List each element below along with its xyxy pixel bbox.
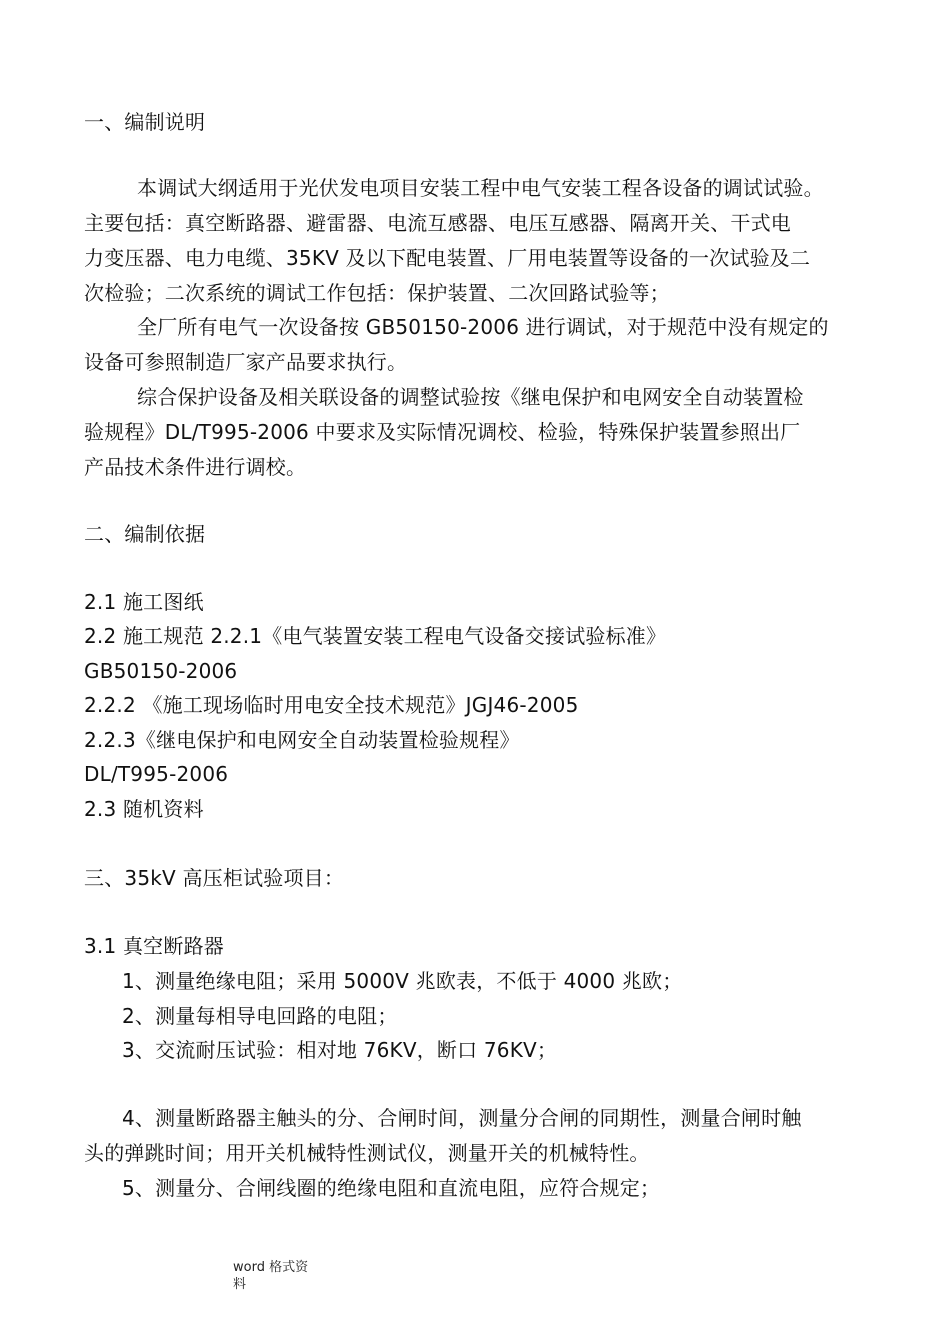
section-3-item: 1、测量绝缘电阻；采用 5000V 兆欧表，不低于 4000 兆欧； — [122, 969, 683, 993]
section-2-item: GB50150-2006 — [84, 659, 238, 683]
section-3-heading: 三、35kV 高压柜试验项目： — [84, 866, 345, 890]
section-2-item: 2.2 施工规范 2.2.1《电气装置安装工程电气设备交接试验标准》 — [84, 624, 667, 648]
section-3-item: 3、交流耐压试验：相对地 76KV，断口 76KV； — [122, 1038, 558, 1062]
section-1-para-1-line-2: 主要包括：真空断路器、避雷器、电流互感器、电压互感器、隔离开关、干式电 — [84, 211, 791, 235]
section-1-para-1-line-4: 次检验；二次系统的调试工作包括：保护装置、二次回路试验等； — [84, 281, 670, 305]
section-1-para-3-line-3: 产品技术条件进行调校。 — [84, 455, 307, 479]
section-2-item: 2.1 施工图纸 — [84, 590, 204, 614]
section-1-heading: 一、编制说明 — [84, 110, 206, 134]
section-2-item: DL/T995-2006 — [84, 762, 229, 786]
section-1-para-2-line-2: 设备可参照制造厂家产品要求执行。 — [84, 350, 408, 374]
section-3-item-5: 5、测量分、合闸线圈的绝缘电阻和直流电阻，应符合规定； — [122, 1176, 661, 1200]
section-2-item: 2.3 随机资料 — [84, 797, 204, 821]
section-2-item: 2.2.3《继电保护和电网安全自动装置检验规程》 — [84, 728, 520, 752]
section-3-item-4-line-1: 4、测量断路器主触头的分、合闸时间，测量分合闸的同期性，测量合闸时触 — [122, 1106, 802, 1130]
section-1-para-2-line-1: 全厂所有电气一次设备按 GB50150-2006 进行调试，对于规范中没有规定的 — [137, 315, 829, 339]
section-3-item-4-line-2: 头的弹跳时间；用开关机械特性测试仪，测量开关的机械特性。 — [84, 1141, 650, 1165]
section-1-para-3-line-1: 综合保护设备及相关联设备的调整试验按《继电保护和电网安全自动装置检 — [137, 385, 804, 409]
section-1-para-3-line-2: 验规程》DL/T995-2006 中要求及实际情况调校、检验，特殊保护装置参照出厂 — [84, 420, 801, 444]
section-2-item: 2.2.2 《施工现场临时用电安全技术规范》JGJ46-2005 — [84, 693, 579, 717]
section-2-heading: 二、编制依据 — [84, 522, 206, 546]
section-1-para-1-line-3: 力变压器、电力电缆、35KV 及以下配电装置、厂用电装置等设备的一次试验及二 — [84, 246, 811, 270]
section-3-item: 2、测量每相导电回路的电阻； — [122, 1004, 398, 1028]
page-footer: word 格式资料 — [233, 1260, 309, 1292]
section-1-para-1-line-1: 本调试大纲适用于光伏发电项目安装工程中电气安装工程各设备的调试试验。 — [137, 176, 824, 200]
section-3-sub-heading: 3.1 真空断路器 — [84, 934, 224, 958]
